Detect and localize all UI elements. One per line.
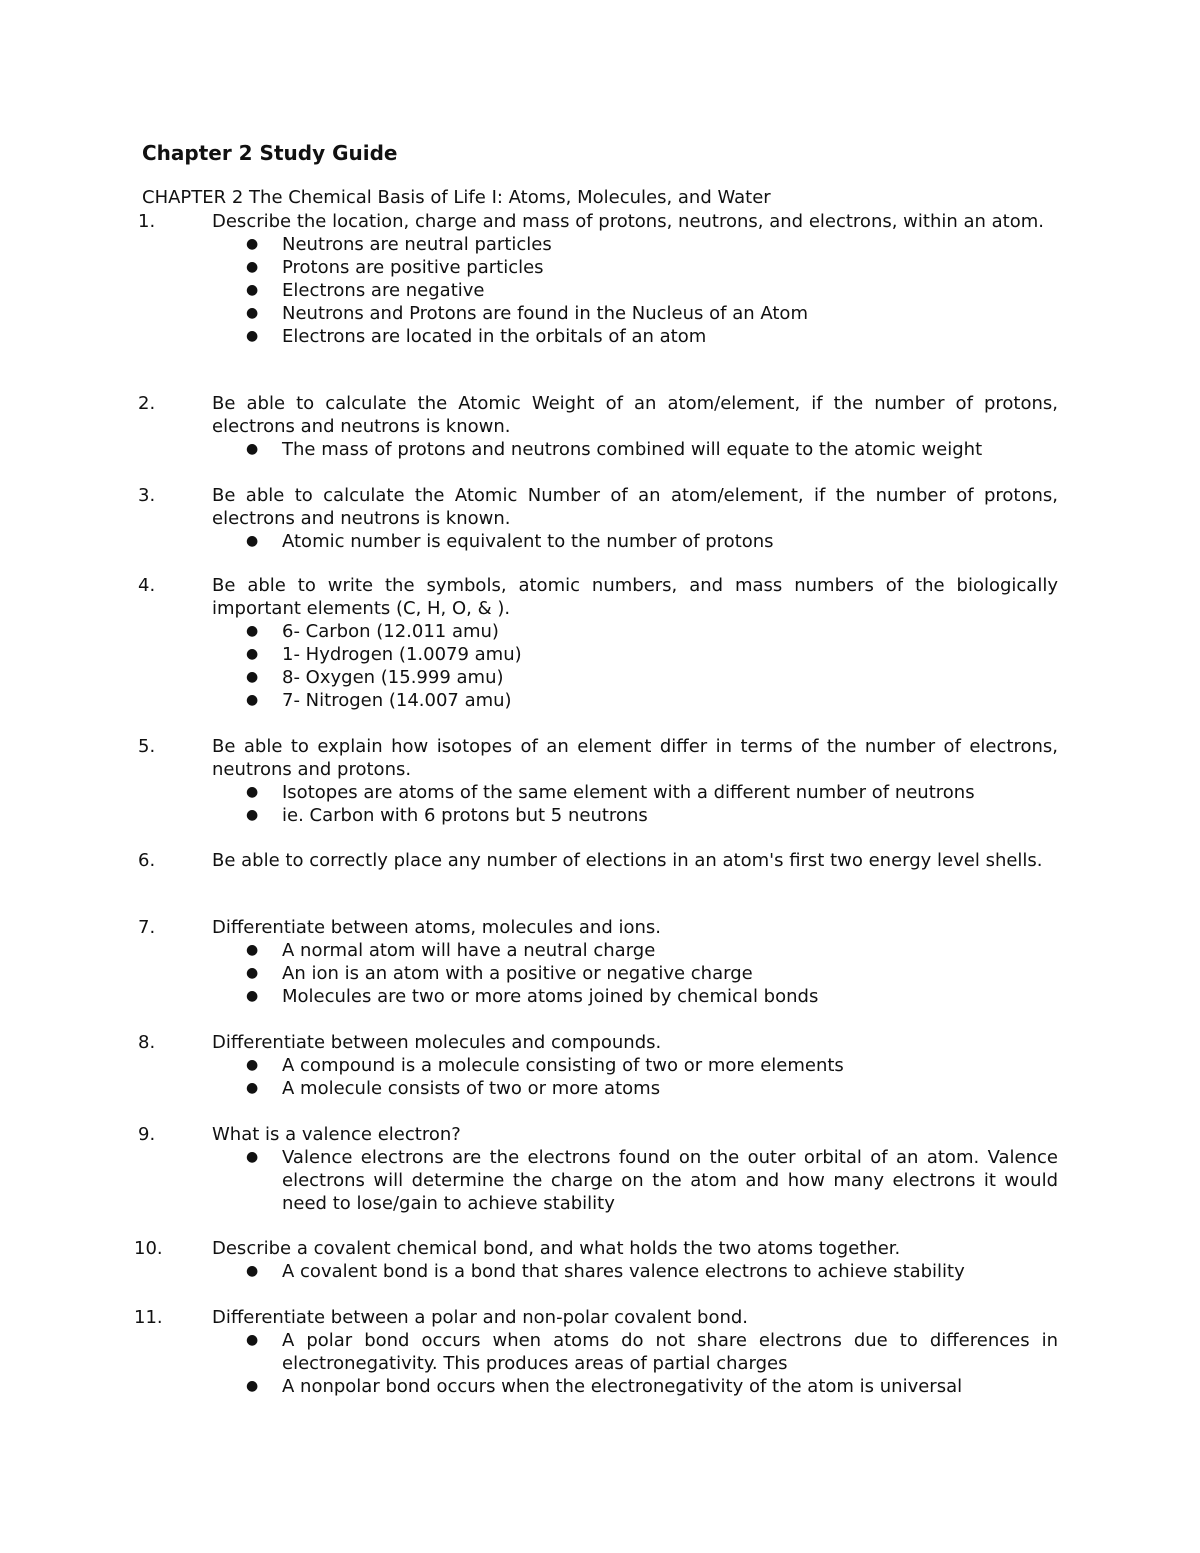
answer-bullet-list (0, 1329, 1200, 1398)
question-number: 2. (138, 393, 156, 414)
question-item (0, 1237, 1200, 1283)
question-number: 7. (138, 917, 156, 938)
bullet-icon: ● (246, 1149, 259, 1165)
question-number: 10. (134, 1238, 163, 1259)
answer-bullet-text: A molecule consists of two or more atoms (282, 1078, 661, 1099)
answer-bullet (246, 1146, 1058, 1215)
page-title: Chapter 2 Study Guide (142, 141, 398, 165)
question-text: Be able to explain how isotopes of an element differ in terms of the number of electrons, neutrons and protons. (212, 736, 1058, 780)
answer-bullet (246, 1260, 1058, 1283)
question-number: 5. (138, 736, 156, 757)
answer-bullet (246, 939, 1058, 962)
answer-bullet-text: A compound is a molecule consisting of two or more elements (282, 1055, 844, 1076)
answer-bullet-text: An ion is an atom with a positive or negative charge (282, 963, 753, 984)
answer-bullet (246, 302, 1058, 325)
question-number: 4. (138, 575, 156, 596)
answer-bullet-list (0, 438, 1200, 461)
answer-bullet-text: A polar bond occurs when atoms do not share electrons due to differences in electronegativity. This produces areas of partial charges (282, 1330, 1058, 1374)
bullet-icon: ● (246, 965, 259, 981)
bullet-icon: ● (246, 305, 259, 321)
answer-bullet (246, 985, 1058, 1008)
question-item (0, 574, 1200, 712)
question-item (0, 392, 1200, 461)
bullet-icon: ● (246, 1378, 259, 1394)
question-text: Be able to calculate the Atomic Weight of an atom/element, if the number of protons, electrons and neutrons is known. (212, 393, 1058, 437)
answer-bullet (246, 1077, 1058, 1100)
answer-bullet-list (0, 1054, 1200, 1100)
answer-bullet (246, 438, 1058, 461)
answer-bullet-text: Neutrons and Protons are found in the Nucleus of an Atom (282, 303, 808, 324)
answer-bullet-list (0, 530, 1200, 553)
answer-bullet (246, 325, 1058, 348)
answer-bullet (246, 689, 1058, 712)
bullet-icon: ● (246, 669, 259, 685)
answer-bullet-text: Valence electrons are the electrons found on the outer orbital of an atom. Valence electrons will determine the charge on the atom and how many electrons it would need to lose/gain to achieve stability (282, 1147, 1058, 1214)
answer-bullet-list (0, 939, 1200, 1008)
answer-bullet-text: Molecules are two or more atoms joined by chemical bonds (282, 986, 819, 1007)
answer-bullet (246, 1054, 1058, 1077)
bullet-icon: ● (246, 988, 259, 1004)
question-text: Differentiate between atoms, molecules and ions. (212, 917, 661, 938)
answer-bullet (246, 643, 1058, 666)
answer-bullet (246, 620, 1058, 643)
answer-bullet-text: 8- Oxygen (15.999 amu) (282, 667, 504, 688)
answer-bullet (246, 233, 1058, 256)
bullet-icon: ● (246, 282, 259, 298)
answer-bullet-text: ie. Carbon with 6 protons but 5 neutrons (282, 805, 648, 826)
answer-bullet-list (0, 620, 1200, 712)
question-item (0, 1306, 1200, 1398)
question-item (0, 1123, 1200, 1215)
question-text: Describe the location, charge and mass of protons, neutrons, and electrons, within an atom. (212, 211, 1045, 232)
question-number: 1. (138, 211, 156, 232)
answer-bullet (246, 666, 1058, 689)
answer-bullet-text: A normal atom will have a neutral charge (282, 940, 656, 961)
answer-bullet-text: Protons are positive particles (282, 257, 544, 278)
question-text: Differentiate between a polar and non-polar covalent bond. (212, 1307, 749, 1328)
bullet-icon: ● (246, 692, 259, 708)
bullet-icon: ● (246, 1080, 259, 1096)
answer-bullet-text: 6- Carbon (12.011 amu) (282, 621, 499, 642)
bullet-icon: ● (246, 784, 259, 800)
answer-bullet-text: Neutrons are neutral particles (282, 234, 552, 255)
question-text: Be able to correctly place any number of elections in an atom's first two energy level shells. (212, 850, 1043, 871)
answer-bullet-text: A covalent bond is a bond that shares valence electrons to achieve stability (282, 1261, 965, 1282)
answer-bullet-text: Electrons are negative (282, 280, 485, 301)
answer-bullet (246, 279, 1058, 302)
answer-bullet (246, 781, 1058, 804)
answer-bullet-text: 1- Hydrogen (1.0079 amu) (282, 644, 522, 665)
answer-bullet-list (0, 1260, 1200, 1283)
answer-bullet-text: Electrons are located in the orbitals of an atom (282, 326, 707, 347)
answer-bullet (246, 1375, 1058, 1398)
question-text: Differentiate between molecules and compounds. (212, 1032, 662, 1053)
answer-bullet (246, 256, 1058, 279)
answer-bullet-text: A nonpolar bond occurs when the electronegativity of the atom is universal (282, 1376, 963, 1397)
answer-bullet (246, 530, 1058, 553)
question-item (0, 484, 1200, 553)
bullet-icon: ● (246, 259, 259, 275)
answer-bullet (246, 1329, 1058, 1375)
question-text: Be able to write the symbols, atomic numbers, and mass numbers of the biologically important elements (C, H, O, & ). (212, 575, 1058, 619)
question-item (0, 1031, 1200, 1100)
bullet-icon: ● (246, 236, 259, 252)
question-number: 6. (138, 850, 156, 871)
question-item (0, 735, 1200, 827)
bullet-icon: ● (246, 942, 259, 958)
question-number: 11. (134, 1307, 163, 1328)
bullet-icon: ● (246, 807, 259, 823)
bullet-icon: ● (246, 646, 259, 662)
question-text: Describe a covalent chemical bond, and what holds the two atoms together. (212, 1238, 901, 1259)
answer-bullet-text: 7- Nitrogen (14.007 amu) (282, 690, 512, 711)
chapter-heading: CHAPTER 2 The Chemical Basis of Life I: Atoms, Molecules, and Water (142, 187, 771, 208)
answer-bullet-text: Isotopes are atoms of the same element with a different number of neutrons (282, 782, 975, 803)
answer-bullet-list (0, 1146, 1200, 1215)
bullet-icon: ● (246, 441, 259, 457)
question-number: 9. (138, 1124, 156, 1145)
question-item (0, 849, 1200, 872)
question-item (0, 916, 1200, 1008)
question-number: 3. (138, 485, 156, 506)
answer-bullet-text: Atomic number is equivalent to the number of protons (282, 531, 774, 552)
answer-bullet-list (0, 233, 1200, 348)
question-number: 8. (138, 1032, 156, 1053)
bullet-icon: ● (246, 328, 259, 344)
bullet-icon: ● (246, 1057, 259, 1073)
bullet-icon: ● (246, 533, 259, 549)
answer-bullet-text: The mass of protons and neutrons combined will equate to the atomic weight (282, 439, 983, 460)
answer-bullet (246, 804, 1058, 827)
question-item (0, 210, 1200, 348)
question-text: Be able to calculate the Atomic Number of an atom/element, if the number of protons, electrons and neutrons is known. (212, 485, 1058, 529)
answer-bullet-list (0, 781, 1200, 827)
bullet-icon: ● (246, 1263, 259, 1279)
bullet-icon: ● (246, 623, 259, 639)
answer-bullet (246, 962, 1058, 985)
bullet-icon: ● (246, 1332, 259, 1348)
question-text: What is a valence electron? (212, 1124, 461, 1145)
